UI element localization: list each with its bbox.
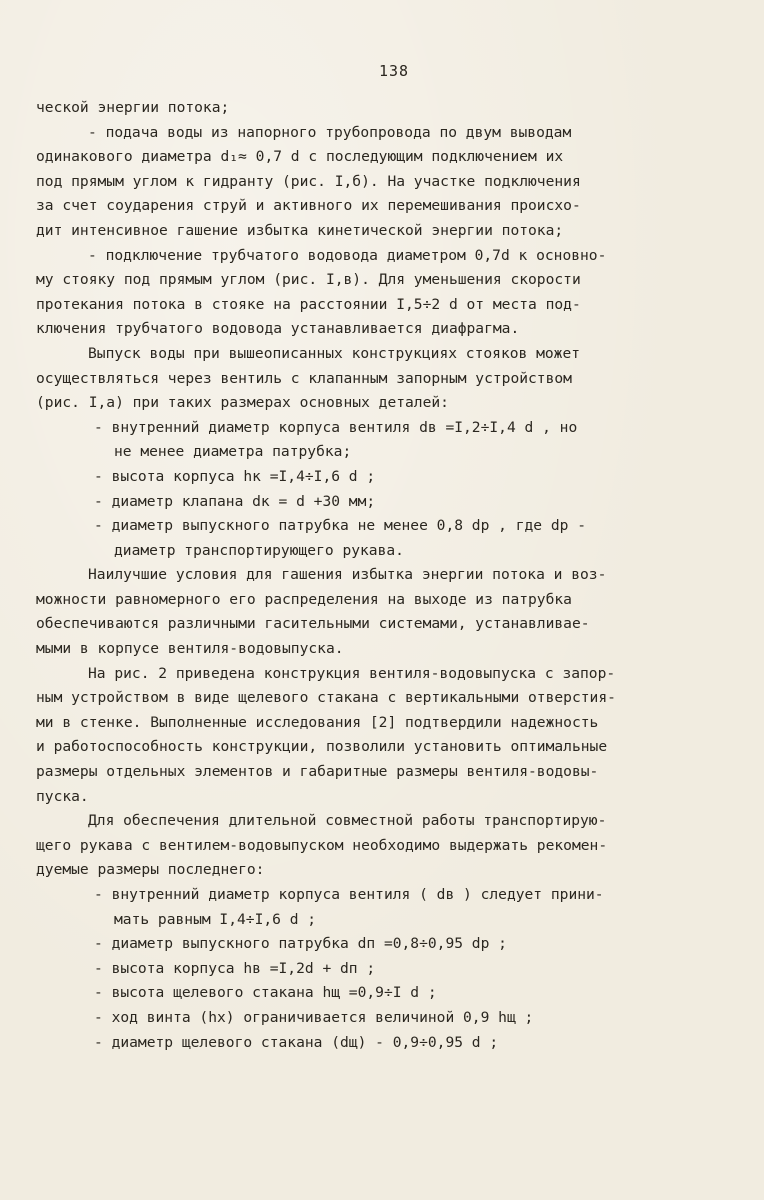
text-line: ческой энергии потока;: [36, 99, 230, 116]
text-line: щего рукава с вентилем-водовыпуском необходимо выдержать рекомен-: [36, 836, 608, 854]
text-line: Выпуск воды при вышеописанных конструкциях стояков может: [88, 344, 581, 362]
text-line: пуска.: [36, 787, 89, 805]
text-line: ключения трубчатого водовода устанавливается диафрагма.: [36, 320, 520, 338]
text-line: Наилучшие условия для гашения избытка энергии потока и воз-: [88, 566, 607, 584]
text-line: ми в стенке. Выполненные исследования [2] подтвердили надежность: [36, 713, 599, 731]
text-line: и работоспособность конструкции, позволили установить оптимальные: [36, 738, 608, 756]
page-number: 138: [378, 62, 410, 80]
text-line: дит интенсивное гашение избытка кинетической энергии потока;: [36, 221, 564, 239]
text-line: одинакового диаметра d₁≈ 0,7 d с последующим подключением их: [36, 148, 564, 166]
text-line: размеры отдельных элементов и габаритные размеры вентиля-водовы-: [36, 763, 599, 781]
text-line: - диаметр клапана dк = d +30 мм;: [94, 492, 376, 510]
text-line: му стояку под прямым углом (рис. I,в). Для уменьшения скорости: [36, 271, 581, 289]
body-text: [36, 96, 724, 1055]
text-line: На рис. 2 приведена конструкция вентиля-водовыпуска с запор-: [88, 664, 616, 682]
text-line: под прямым углом к гидранту (рис. I,б). На участке подключения: [36, 172, 581, 190]
text-line: не менее диаметра патрубка;: [114, 443, 352, 461]
text-line: - высота щелевого стакана hщ =0,9÷I d ;: [94, 984, 437, 1002]
text-line: - высота корпуса hв =I,2d + dп ;: [94, 959, 376, 977]
text-line: (рис. I,а) при таких размерах основных деталей:: [36, 394, 449, 412]
text-line: - подача воды из напорного трубопровода по двум выводам: [88, 123, 572, 141]
text-line: - подключение трубчатого водовода диаметром 0,7d к основно-: [88, 246, 607, 264]
text-line: - диаметр выпускного патрубка dп =0,8÷0,95 dр ;: [94, 935, 507, 953]
text-line: осуществляться через вентиль с клапанным запорным устройством: [36, 369, 572, 387]
text-line: за счет соударения струй и активного их перемешивания происхо-: [36, 197, 581, 215]
text-line: - диаметр щелевого стакана (dщ) - 0,9÷0,95 d ;: [94, 1033, 499, 1051]
text-line: мыми в корпусе вентиля-водовыпуска.: [36, 640, 344, 658]
text-line: протекания потока в стояке на расстоянии I,5÷2 d от места под-: [36, 295, 581, 313]
text-line: можности равномерного его распределения на выходе из патрубка: [36, 590, 572, 608]
text-line: - внутренний диаметр корпуса вентиля ( dв ) следует прини-: [94, 886, 604, 903]
text-line: - высота корпуса hк =I,4÷I,6 d ;: [94, 467, 376, 485]
text-line: дуемые размеры последнего:: [36, 861, 265, 879]
text-line: - ход винта (hх) ограничивается величиной 0,9 hщ ;: [94, 1008, 534, 1026]
text-line: диаметр транспортирующего рукава.: [114, 541, 404, 559]
text-line: - внутренний диаметр корпуса вентиля dв =I,2÷I,4 d , но: [94, 418, 578, 436]
text-line: мать равным I,4÷I,6 d ;: [114, 910, 317, 928]
text-line: - диаметр выпускного патрубка не менее 0,8 dр , где dр -: [94, 517, 587, 535]
text-line: обеспечиваются различными гасительными системами, устанавливае-: [36, 615, 590, 633]
text-line: ным устройством в виде щелевого стакана с вертикальными отверстия-: [36, 689, 616, 707]
text-line: Для обеспечения длительной совместной работы транспортирую-: [88, 812, 607, 830]
